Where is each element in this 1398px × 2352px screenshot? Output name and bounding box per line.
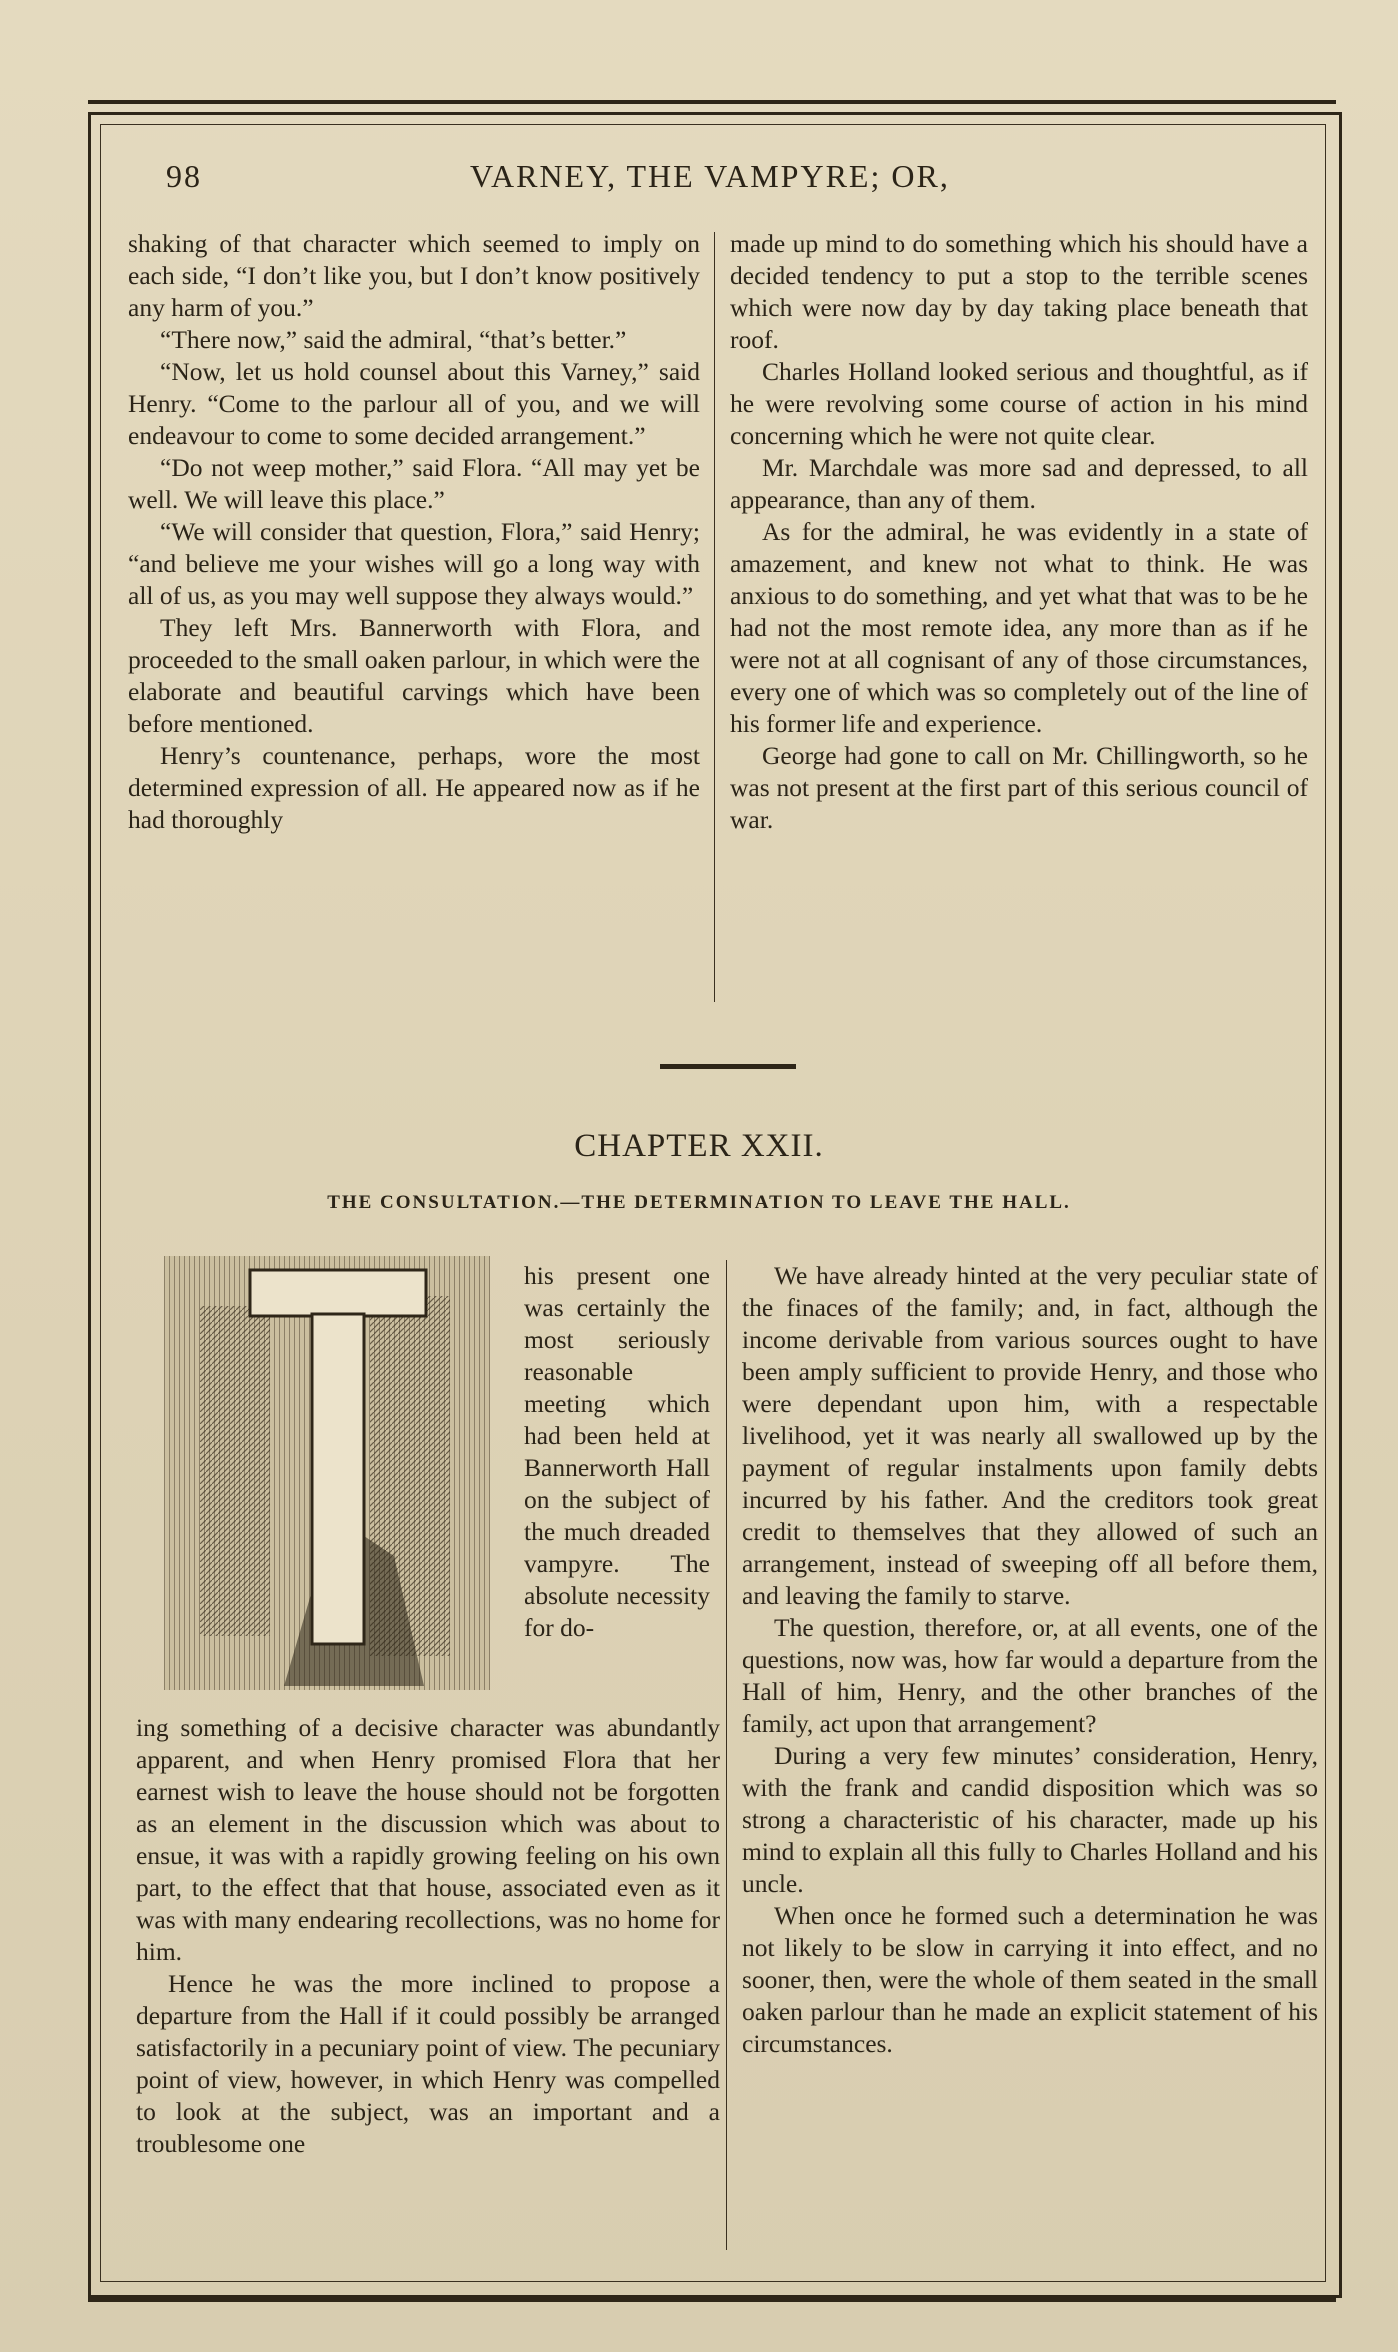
paragraph: During a very few minutes’ consideration, Henry, with the frank and candid disposition which was so strong a characteristic of his character, made up his mind to explain all this fully to Charles Holland and his uncle. [742, 1741, 1318, 1898]
paragraph: “Do not weep mother,” said Flora. “All may yet be well. We will leave this place.” [128, 453, 700, 514]
chapter-subtitle: THE CONSULTATION.—THE DETERMINATION TO LEAVE THE HALL. [327, 1192, 1071, 1213]
paragraph: When once he formed such a determination he was not likely to be slow in carrying it into effect, and no sooner, then, were the whole of them seated in the small oaken parlour than he made an explicit statement of his circumstances. [742, 1901, 1318, 2058]
paragraph: The question, therefore, or, at all events, one of the questions, now was, how far would a departure from the Hall of him, Henry, and the other branches of the family, act upon that arrangement? [742, 1613, 1318, 1738]
column-divider [714, 232, 715, 1002]
paragraph: Henry’s countenance, perhaps, wore the most determined expression of all. He appeared now as if he had thoroughly [128, 741, 700, 834]
running-head [130, 158, 1310, 198]
paragraph: “There now,” said the admiral, “that’s better.” [160, 325, 627, 354]
illustrated-dropcap [164, 1256, 490, 1690]
column-divider [726, 1260, 727, 2250]
paragraph: We have already hinted at the very peculiar state of the finaces of the family; and, in fact, although the income derivable from various sources ought to have been amply sufficient to provide Henry, and those who were dependant upon him, with a respectable livelihood, yet it was nearly all swallowed up by the payment of regular instalments upon family debts incurred by his father. And the creditors took great credit to themselves that they allowed of such an arrangement, instead of sweeping off all before them, and leaving the family to starve. [742, 1261, 1318, 1610]
paragraph: made up mind to do something which his should have a decided tendency to put a stop to the terrible scenes which were now day by day taking place beneath that roof. [730, 229, 1308, 354]
dropcap-side-text [524, 1260, 710, 1644]
paragraph: Charles Holland looked serious and thoughtful, as if he were revolving some course of action in his mind concerning which he were not quite clear. [730, 357, 1308, 450]
paragraph: “We will consider that question, Flora,” said Henry; “and believe me your wishes will go a long way with all of us, as you may well suppose they always would.” [128, 517, 700, 610]
page-number: 98 [166, 158, 202, 194]
paragraph: “Now, let us hold counsel about this Varney,” said Henry. “Come to the parlour all of you, and we will endeavour to come to some decided arrangement.” [128, 357, 700, 450]
paragraph: shaking of that character which seemed to imply on each side, “I don’t like you, but I don’t know positively any harm of you.” [128, 229, 700, 322]
chapter-separator-rule [660, 1064, 796, 1069]
bottom-right-column [742, 1260, 1318, 2060]
bottom-border-rule [88, 2298, 1336, 2302]
paragraph: ing something of a decisive character was abundantly apparent, and when Henry promised Flora that her earnest wish to leave the house should not be forgotten as an element in the discussion which was about to ensue, it was with a rapidly growing feeling on his own part, to the effect that that house, associated even as it was with many endearing recollections, was no home for him. [136, 1713, 720, 1966]
paragraph: George had gone to call on Mr. Chillingworth, so he was not present at the first part of this serious council of war. [730, 741, 1308, 834]
paragraph: They left Mrs. Bannerworth with Flora, and proceeded to the small oaken parlour, in which were the elaborate and beautiful carvings which have been before mentioned. [128, 613, 700, 738]
chapter-title: CHAPTER XXII. [574, 1128, 824, 1164]
paragraph: Hence he was the more inclined to propose a departure from the Hall if it could possibly be arranged satisfactorily in a pecuniary point of view. The pecuniary point of view, however, in which Henry was compelled to look at the subject, was an important and a troublesome one [136, 1969, 720, 2158]
engraving-illustration [164, 1256, 490, 1690]
bottom-left-column [136, 1712, 720, 2160]
paragraph: Mr. Marchdale was more sad and depressed, to all appearance, than any of them. [730, 453, 1308, 514]
running-title: VARNEY, THE VAMPYRE; OR, [470, 158, 950, 194]
opening-paragraph: his present one was certainly the most seriously reasonable meeting which had been held at Bannerworth Hall on the subject of the much dreaded vampyre. The absolute necessity for do- [524, 1261, 710, 1642]
top-left-column [128, 228, 700, 836]
top-right-column [730, 228, 1308, 836]
paragraph: As for the admiral, he was evidently in a state of amazement, and knew not what to think. He was anxious to do something, and yet what that was to be he had not the most remote idea, any more than as if he were not at all cognisant of any of those circumstances, every one of which was so completely out of the line of his former life and experience. [730, 517, 1308, 738]
top-border-rule [88, 100, 1336, 104]
